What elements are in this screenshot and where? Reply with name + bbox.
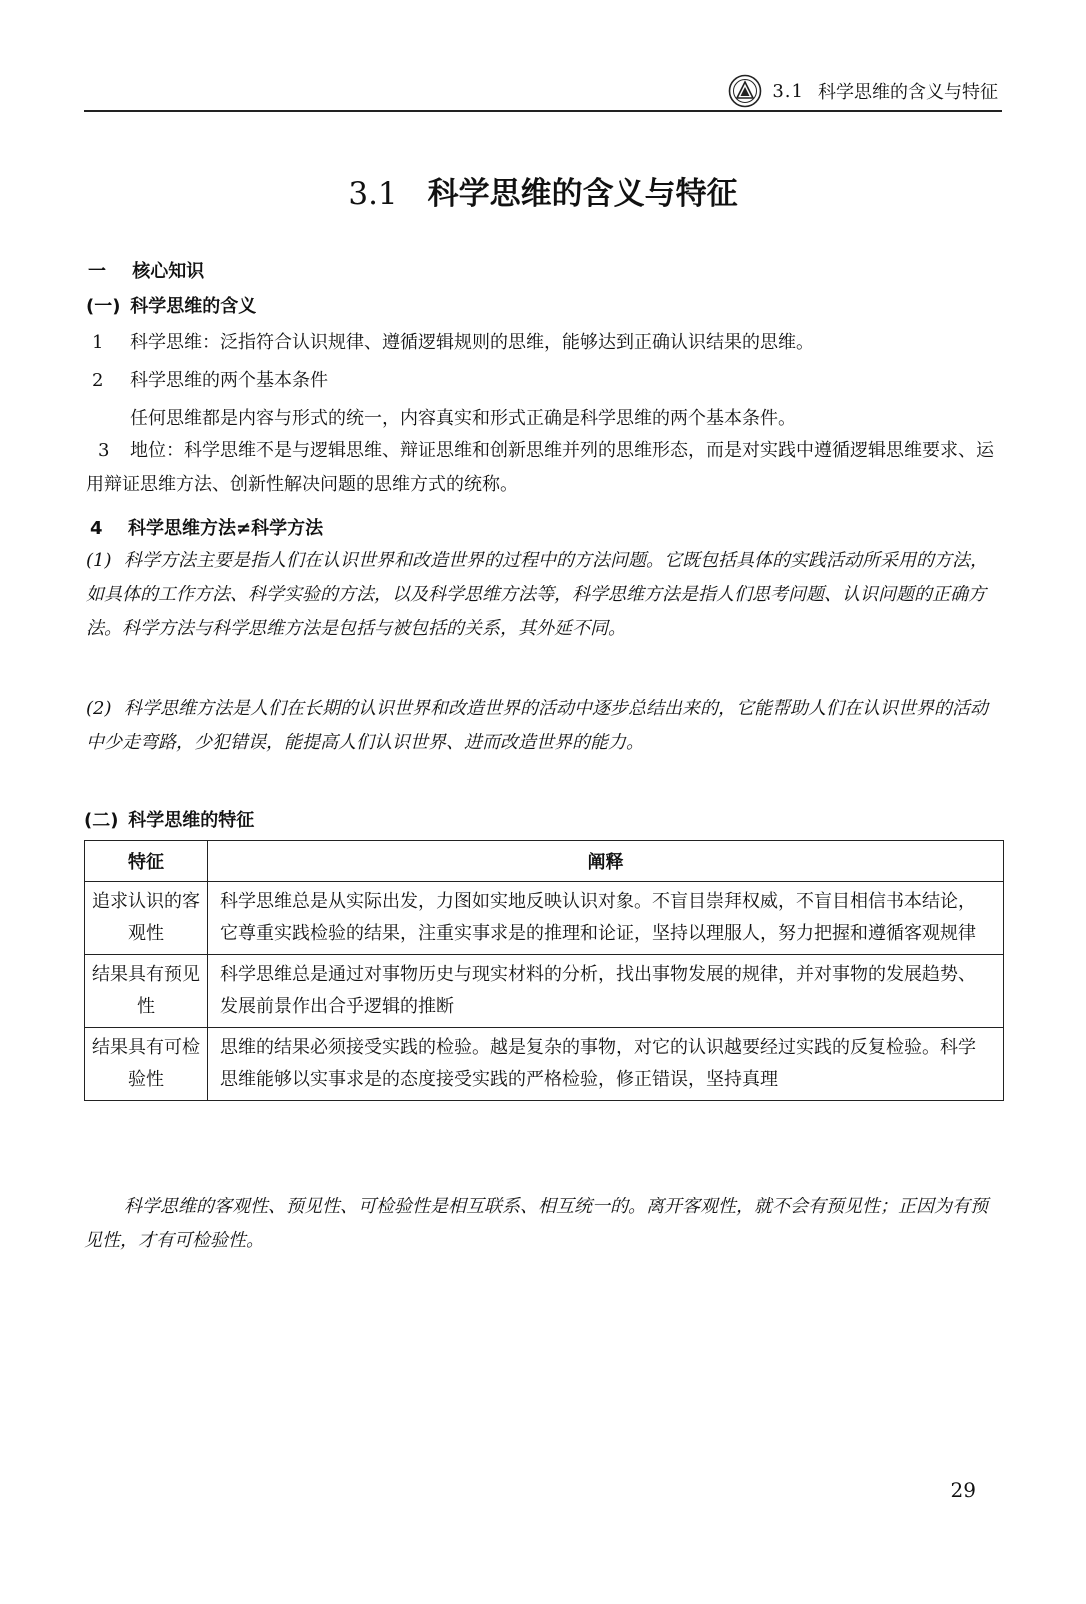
table-row	[85, 882, 1004, 955]
point-1-number: (1)	[86, 550, 112, 571]
item-3-number: 3	[98, 440, 110, 461]
table-row	[85, 1028, 1004, 1101]
table-cell-feature: 追求认识的客观性	[85, 882, 208, 955]
summary-paragraph: 科学思维的客观性、预见性、可检验性是相互联系、相互统一的。离开客观性，就不会有预见性；正因为有预见性，才有可检验性。	[84, 1196, 988, 1251]
table-header-explain: 阐释	[208, 841, 1004, 882]
item-3	[86, 434, 1004, 502]
item-2	[92, 366, 328, 392]
table-row	[85, 955, 1004, 1028]
features-table	[84, 840, 1004, 1101]
part-title: 核心知识	[132, 261, 205, 282]
item-1-number: 1	[92, 332, 104, 353]
running-header-section-title: 科学思维的含义与特征	[818, 82, 998, 103]
table-header-feature: 特征	[85, 841, 208, 882]
subsection-heading-2	[84, 806, 254, 832]
table-cell-explain: 思维的结果必须接受实践的检验。越是复杂的事物，对它的认识越要经过实践的反复检验。科学思维能够以实事求是的态度接受实践的严格检验，修正错误，坚持真理	[208, 1028, 1004, 1101]
table-cell-feature: 结果具有可检验性	[85, 1028, 208, 1101]
table-cell-explain: 科学思维总是通过对事物历史与现实材料的分析，找出事物发展的规律，并对事物的发展趋势、发展前景作出合乎逻辑的推断	[208, 955, 1004, 1028]
item-2-body: 任何思维都是内容与形式的统一，内容真实和形式正确是科学思维的两个基本条件。	[130, 408, 796, 429]
page-title-text: 科学思维的含义与特征	[427, 176, 738, 212]
running-header-section-number: 3.1	[772, 80, 804, 102]
subsection-title-2: 科学思维的特征	[128, 810, 255, 831]
table-cell-explain: 科学思维总是从实际出发，力图如实地反映认识对象。不盲目崇拜权威，不盲目相信书本结论，它尊重实践检验的结果，注重实事求是的推理和论证，坚持以理服人，努力把握和遵循客观规律	[208, 882, 1004, 955]
page-title	[0, 168, 1086, 213]
page-title-number: 3.1	[348, 176, 398, 212]
part-label: 一	[88, 261, 106, 282]
item-2-number: 2	[92, 370, 104, 391]
item-4-title: 科学思维方法≠科学方法	[128, 518, 324, 539]
table-header-row	[85, 841, 1004, 882]
item-1-text: 科学思维：泛指符合认识规律、遵循逻辑规则的思维，能够达到正确认识结果的思维。	[130, 332, 814, 353]
item-1	[92, 328, 814, 354]
part-heading	[88, 257, 204, 283]
running-header	[84, 74, 1002, 112]
point-2	[86, 692, 1004, 760]
item-4-heading	[90, 514, 323, 540]
point-1-text: 科学方法主要是指人们在认识世界和改造世界的过程中的方法问题。它既包括具体的实践活动所采用的方法，如具体的工作方法、科学实验的方法，以及科学思维方法等，科学思维方法是指人们思考问题、认识问题的正确方法。科学方法与科学思维方法是包括与被包括的关系，其外延不同。	[86, 550, 988, 639]
item-2-text: 科学思维的两个基本条件	[130, 370, 328, 391]
subsection-label-1: (一)	[86, 296, 121, 317]
point-1	[86, 544, 1004, 646]
item-4-number: 4	[90, 518, 103, 539]
subsection-heading-1	[86, 292, 256, 318]
table-cell-feature: 结果具有预见性	[85, 955, 208, 1028]
point-2-number: (2)	[86, 698, 112, 719]
point-2-text: 科学思维方法是人们在长期的认识世界和改造世界的活动中逐步总结出来的，它能帮助人们在认识世界的活动中少走弯路，少犯错误，能提高人们认识世界、进而改造世界的能力。	[86, 698, 988, 753]
page-number: 29	[950, 1478, 976, 1502]
subsection-title-1: 科学思维的含义	[130, 296, 257, 317]
publisher-logo-icon	[728, 74, 762, 108]
subsection-label-2: (二)	[84, 810, 119, 831]
running-header-right	[728, 74, 998, 108]
item-3-text: 地位：科学思维不是与逻辑思维、辩证思维和创新思维并列的思维形态，而是对实践中遵循逻辑思维要求、运用辩证思维方法、创新性解决问题的思维方式的统称。	[86, 440, 994, 495]
